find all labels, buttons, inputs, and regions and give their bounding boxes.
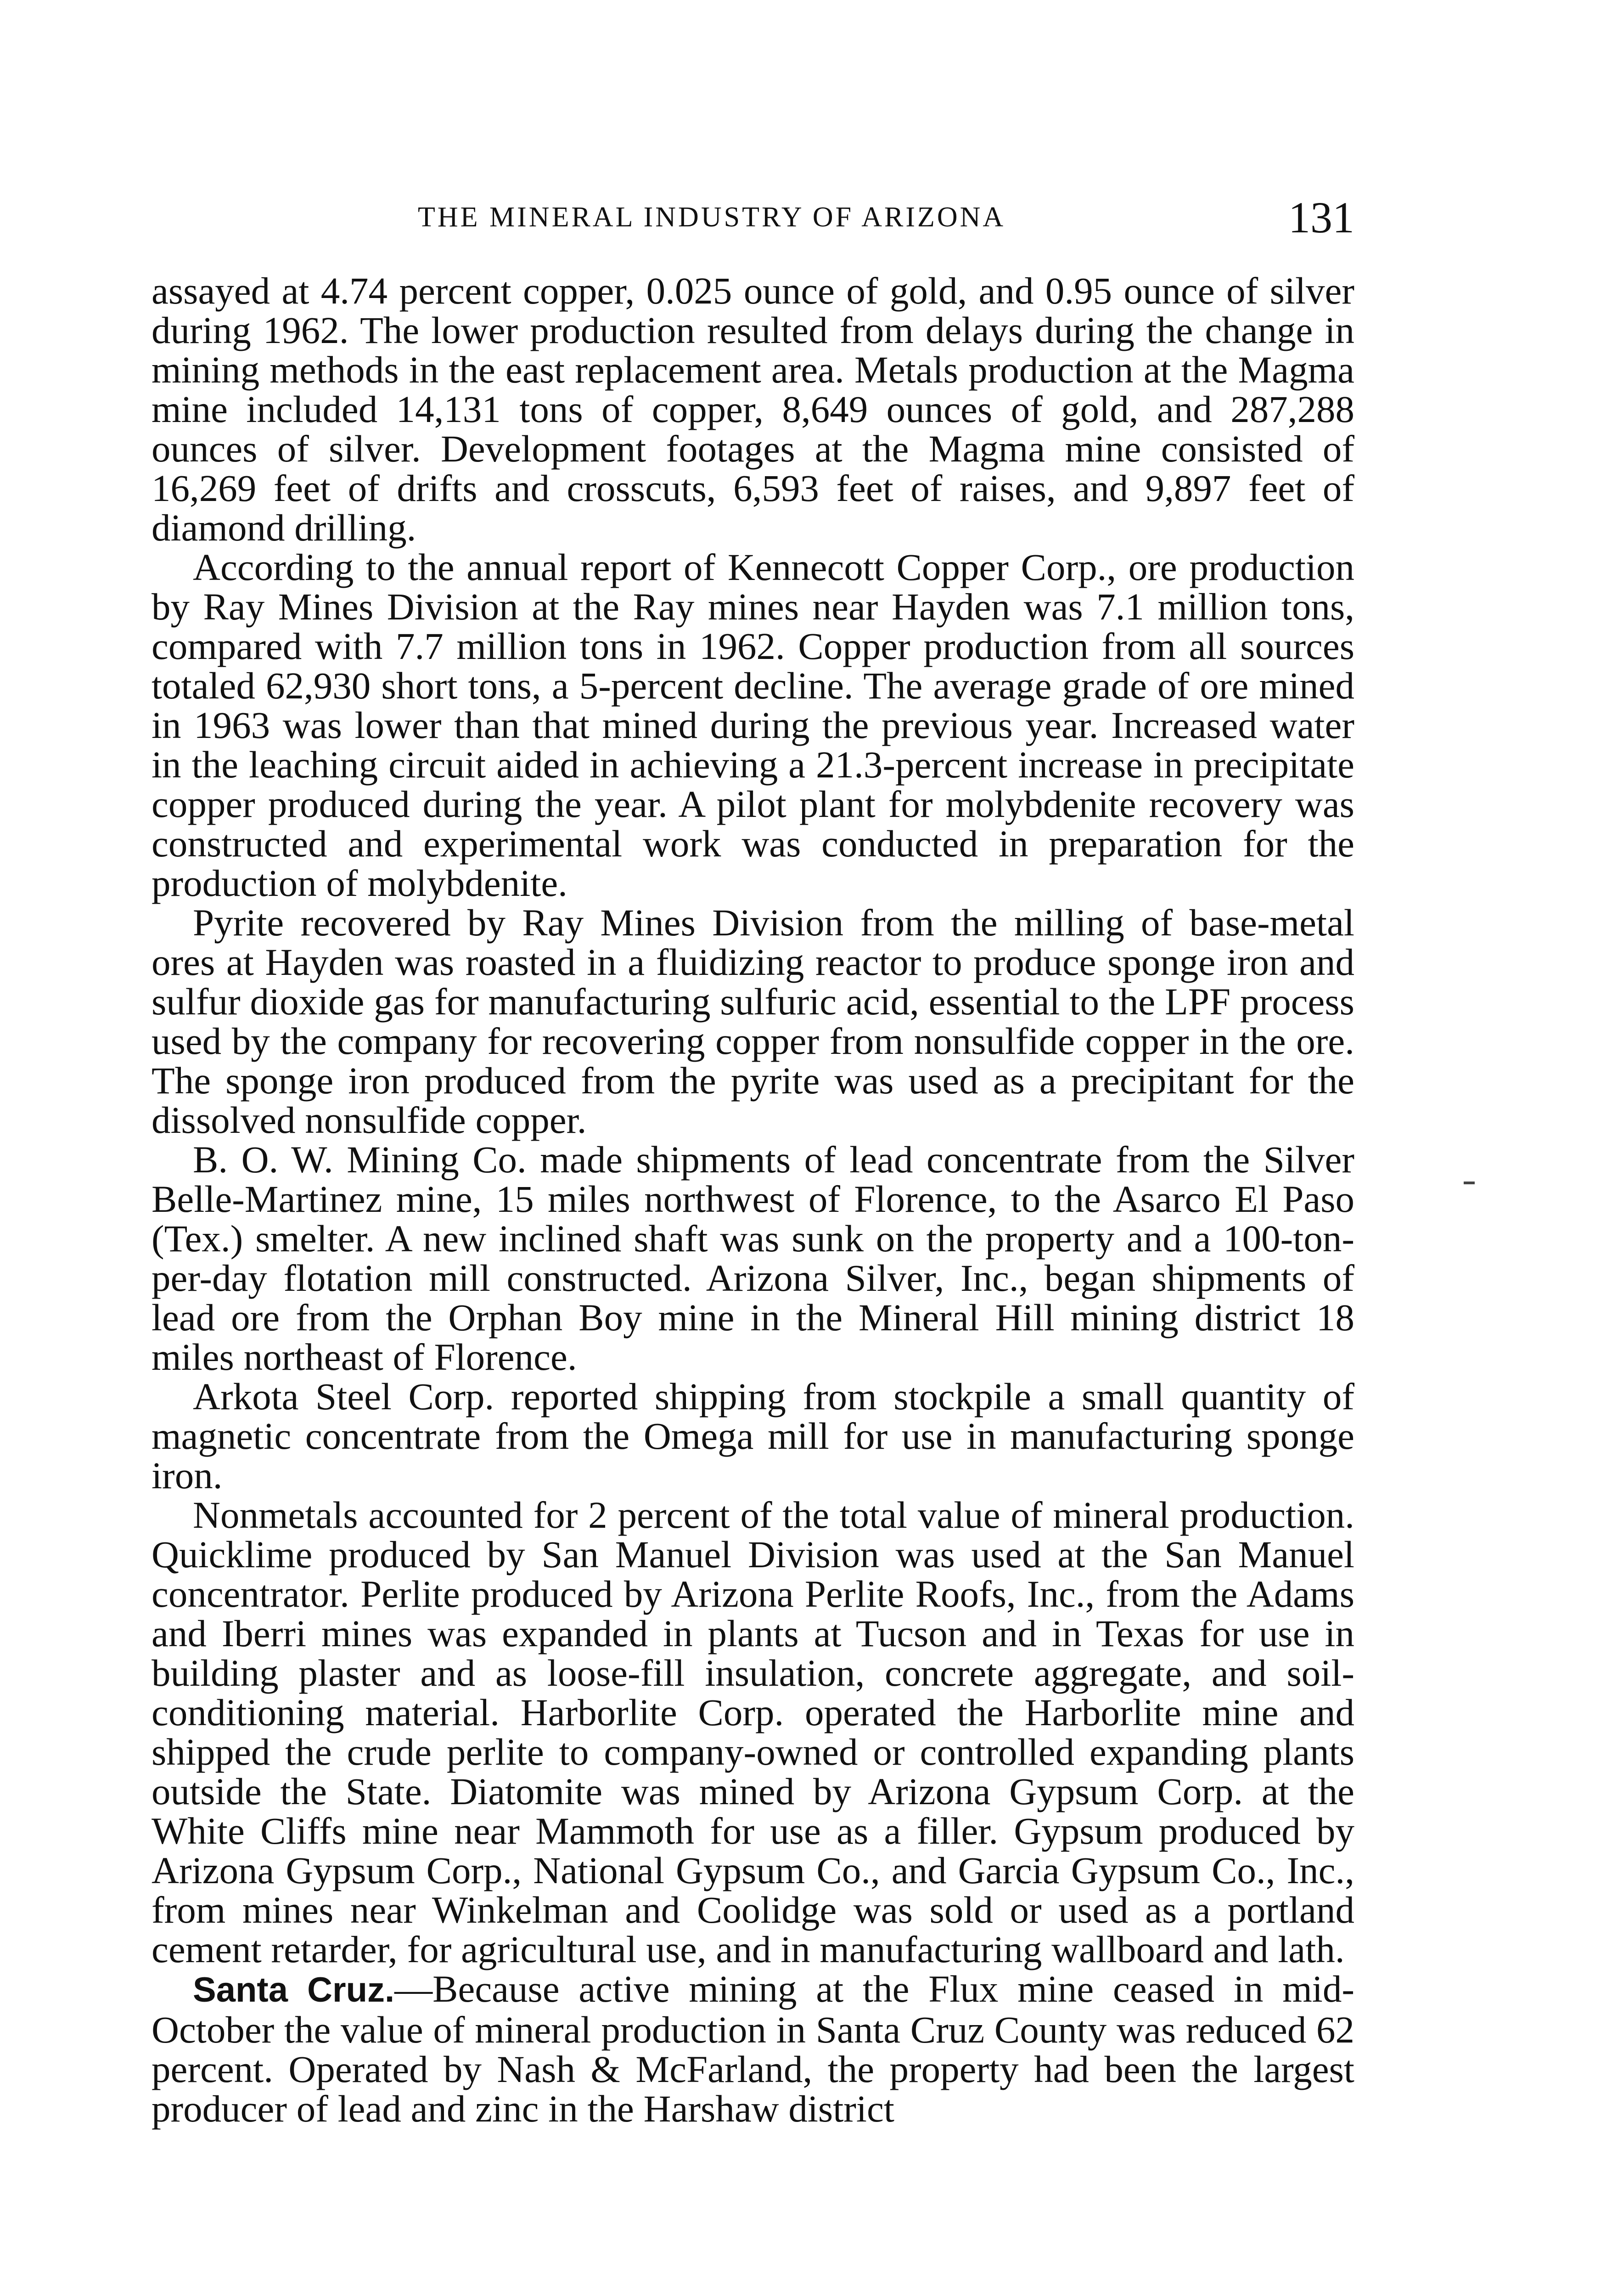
body-text xyxy=(152,271,1354,2128)
paragraph-magma-mine-continued: assayed at 4.74 percent copper, 0.025 ounce of gold, and 0.95 ounce of silver during 1962. The lower production resulted from delays during the change in mining methods in the east replacement area. Metals production at the Magma mine included 14,131 tons of copper, 8,649 ounces of gold, and 287,288 ounces of silver. Development footages at the Magma mine consisted of 16,269 feet of drifts and crosscuts, 6,593 feet of raises, and 9,897 feet of diamond drilling. xyxy=(152,270,1354,549)
running-title: THE MINERAL INDUSTRY OF ARIZONA xyxy=(418,202,1006,233)
paragraph-bow-mining: B. O. W. Mining Co. made shipments of lead concentrate from the Silver Belle-Martinez mine, 15 miles northwest of Florence, to the Asarco El Paso (Tex.) smelter. A new inclined shaft was sunk on the property and a 100-ton-per-day flotation mill constructed. Arizona Silver, Inc., began shipments of lead ore from the Orphan Boy mine in the Mineral Hill mining district 18 miles northeast of Florence. xyxy=(152,1138,1354,1378)
running-header xyxy=(152,192,1354,247)
paragraph-arkota-steel: Arkota Steel Corp. reported shipping from stockpile a small quantity of magnetic concentrate from the Omega mill for use in manufacturing sponge iron. xyxy=(152,1375,1354,1497)
santa-cruz-text: —Because active mining at the Flux mine ceased in mid-October the value of mineral production in Santa Cruz County was reduced 62 percent. Operated by Nash & McFarland, the property had been the largest producer of lead and zinc in the Harshaw district xyxy=(152,1968,1355,2130)
page-number: 131 xyxy=(1288,193,1354,242)
paragraph-santa-cruz xyxy=(152,1969,1354,2128)
paragraph-kennecott-ray-mines: According to the annual report of Kennecott Copper Corp., ore production by Ray Mines Division at the Ray mines near Hayden was 7.1 million tons, compared with 7.7 million tons in 1962. Copper production from all sources totaled 62,930 short tons, a 5-percent decline. The average grade of ore mined in 1963 was lower than that mined during the previous year. Increased water in the leaching circuit aided in achieving a 21.3-percent increase in precipitate copper produced during the year. A pilot plant for molybdenite recovery was constructed and experimental work was conducted in preparation for the production of molybdenite. xyxy=(152,546,1354,904)
paragraph-pyrite-recovery: Pyrite recovered by Ray Mines Division from the milling of base-metal ores at Hayden was roasted in a fluidizing reactor to produce sponge iron and sulfur dioxide gas for manufacturing sulfuric acid, essential to the LPF process used by the company for recovering copper from nonsulfide copper in the ore. The sponge iron produced from the pyrite was used as a precipitant for the dissolved nonsulfide copper. xyxy=(152,901,1354,1141)
margin-mark xyxy=(1464,1182,1475,1184)
paragraph-nonmetals: Nonmetals accounted for 2 percent of the total value of mineral production. Quicklime produced by San Manuel Division was used at the San Manuel concentrator. Perlite produced by Arizona Perlite Roofs, Inc., from the Adams and Iberri mines was expanded in plants at Tucson and in Texas for use in building plaster and as loose-fill insulation, concrete aggregate, and soil-conditioning material. Harborlite Corp. operated the Harborlite mine and shipped the crude perlite to company-owned or controlled expanding plants outside the State. Diatomite was mined by Arizona Gypsum Corp. at the White Cliffs mine near Mammoth for use as a filler. Gypsum produced by Arizona Gypsum Corp., National Gypsum Co., and Garcia Gypsum Co., Inc., from mines near Winkelman and Coolidge was sold or used as a portland cement retarder, for agricultural use, and in manufacturing wallboard and lath. xyxy=(152,1494,1354,1970)
section-heading-santa-cruz: Santa Cruz. xyxy=(193,1970,395,2009)
